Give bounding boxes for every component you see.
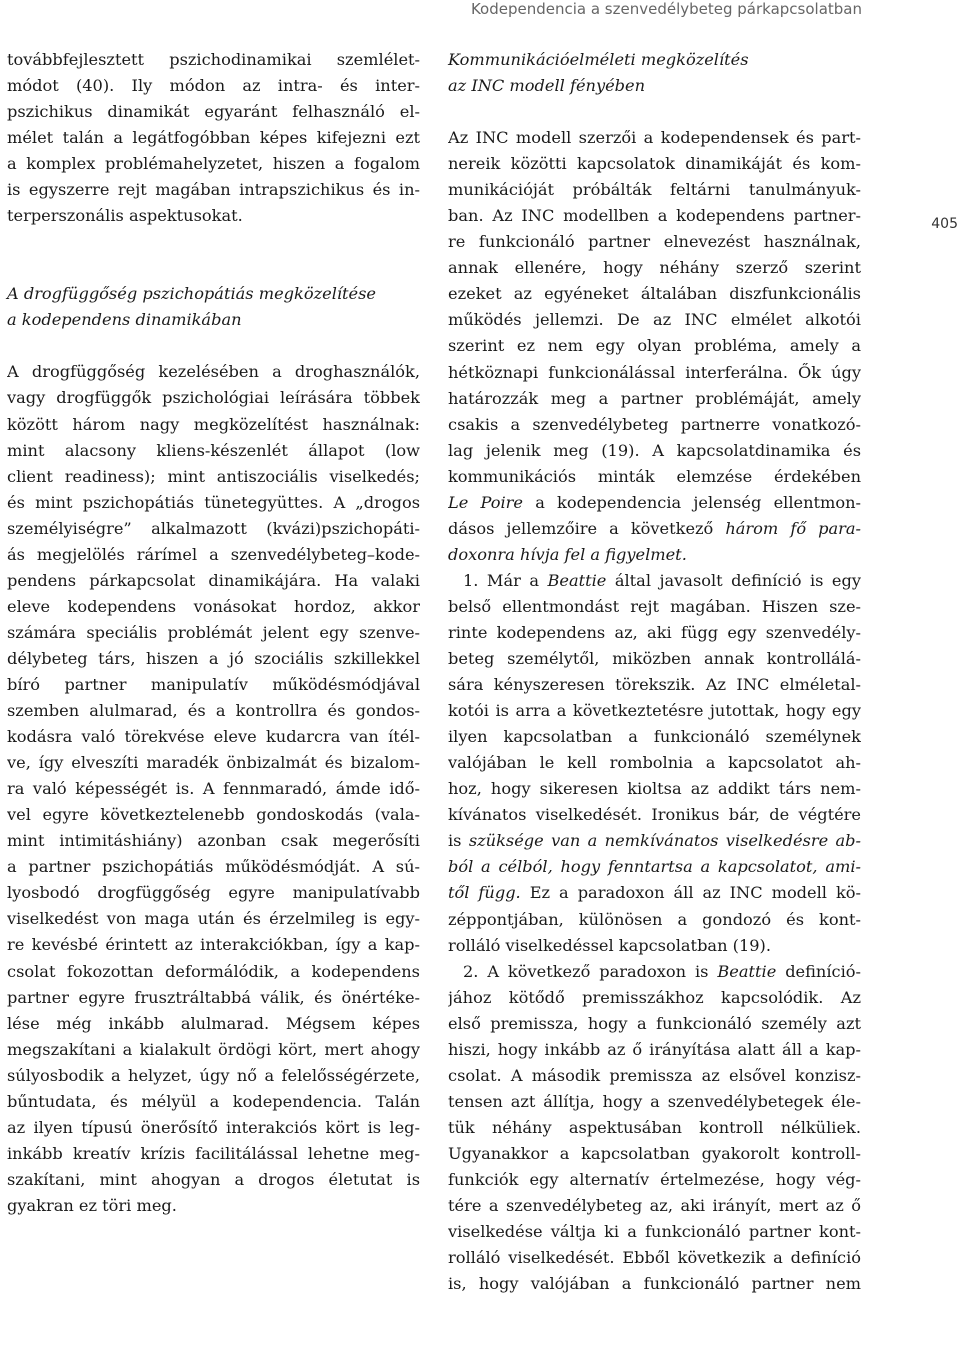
inc-model-paragraph [448, 125, 861, 568]
right-column [448, 47, 861, 1297]
text-line: jához kötődő premisszákhoz kapcsolódik. Az [448, 987, 861, 1007]
section-heading-psychopathy [7, 281, 420, 333]
text-line: működés jellemzi. De az INC elmélet alkotói [448, 310, 861, 330]
running-header: Kodependencia a szenvedélybeteg párkapcsolatban [470, 0, 862, 18]
heading-line: a kodependens dinamikában [7, 310, 242, 330]
text-line: ás megjelölés rárímel a szenvedélybeteg–kode- [7, 544, 420, 564]
text-line: kommunikációs minták elemzése érdekében [448, 466, 861, 486]
text-line: Ugyanakkor a kapcsolatban gyakorolt kontroll- [448, 1143, 861, 1163]
text-span: is [448, 831, 469, 851]
text-line: kotói is arra a következtetésre jutottak, hogy egy [448, 701, 861, 721]
emphasis-span: három fő para- [725, 518, 861, 538]
text-line: bűntudata, és mélyül a kodependencia. Talán [7, 1091, 420, 1111]
text-span: által javasolt definíció is egy [606, 570, 861, 590]
text-line: belső ellentmondást rejt magában. Hiszen sze- [448, 596, 861, 616]
text-line: munikációját próbálták feltárni tanulmányuk- [448, 180, 861, 200]
left-column [7, 47, 420, 1219]
emphasis-span: szüksége van a nemkívánatos viselkedésre ab- [468, 831, 861, 851]
text-line [448, 516, 861, 542]
text-line: rinte kodependens az, aki függ egy szenvedély- [448, 622, 861, 642]
text-line: ezeket az egyéneket általában diszfunkcionális [448, 284, 861, 304]
heading-line: A drogfüggőség pszichopátiás megközelítése [7, 284, 377, 304]
text-line: szerint ez nem egy olyan probléma, amely a [448, 336, 861, 356]
text-line: inkább kreatív krízis facilitálással lehetne meg- [7, 1143, 420, 1163]
text-line: csakis a szenvedélybeteg partnerre vonatkozó- [448, 414, 861, 434]
text-line: bíró partner manipulatív működésmódjával [7, 674, 420, 694]
text-line [448, 880, 861, 906]
text-line: eleve kodependens vonásokat hordoz, akkor [7, 596, 420, 616]
text-line: szemben alulmarad, és a kontrollra és gondos- [7, 701, 420, 721]
emphasis-span: től függ. [448, 883, 521, 903]
text-line: ban. Az INC modellben a kodependens partner- [448, 206, 861, 226]
text-line: módot (40). Ily módon az intra- és inter- [7, 76, 420, 96]
text-line: szakítani, mint ahogyan a drogos életutat is [7, 1169, 420, 1189]
text-line: az ilyen típusú önerősítő interakciós kört is leg- [7, 1117, 420, 1137]
text-line [448, 959, 861, 985]
text-line: terperszonális aspektusokat. [7, 206, 243, 226]
text-line: kodásra való törekvése eleve kudarcra van ítél- [7, 727, 420, 747]
text-line: kívánatos viselkedését. Ironikus bár, de végtére [448, 805, 861, 825]
text-line: határozzák meg a partner problémáját, amely [448, 388, 861, 408]
text-line [448, 490, 861, 516]
text-line: viselkedést von maga után és érzelmileg is egy- [7, 909, 420, 929]
text-line: beteg személytől, miközben annak kontrollálá- [448, 649, 861, 669]
text-line: partner egyre frusztráltabbá válik, és önértéke- [7, 987, 420, 1007]
text-line: is, hogy valójában a funkcionáló partner nem [448, 1274, 861, 1294]
text-line: csolat. A második premissza az elsővel konzisz- [448, 1065, 861, 1085]
text-line: tére a szenvedélybeteg az, aki irányít, mert az ő [448, 1196, 861, 1216]
text-line: re funkcionáló partner elnevezést használnak, [448, 232, 861, 252]
text-line: funkciók egy alternatív értelmezése, hogy vég- [448, 1169, 861, 1189]
author-name: Le Poire [448, 492, 523, 512]
text-line: továbbfejlesztett pszichodinamikai szemlélet- [7, 50, 420, 69]
page-number: 405 [931, 216, 958, 232]
text-span: 2. A következő paradoxon is [463, 961, 718, 981]
text-line: mélet talán a legátfogóbban képes kifejezni ezt [7, 128, 420, 148]
text-line: hétköznapi funkcionálással interferálna. Ők úgy [448, 362, 861, 382]
text-line: csolat fokozottan deformálódik, a kodependens [7, 961, 420, 981]
text-line: délybeteg társ, hiszen a jó szociális szkillekkel [7, 648, 420, 668]
text-line: súlyosbodik a helyzet, úgy nő a felelősségérzete, [7, 1065, 420, 1085]
text-line [448, 542, 861, 568]
text-line: sára kényszeresen törekszik. Az INC elméletal- [448, 675, 861, 695]
text-line: valójában le kell rombolnia a kapcsolatot ah- [448, 753, 861, 773]
heading-line: Kommunikációelméleti megközelítés [448, 50, 749, 69]
text-line: személyiségre” alkalmazott (kvázi)pszichopáti- [7, 518, 420, 538]
text-line: ve, így elveszíti maradék önbizalmát és bizalom- [7, 753, 420, 773]
text-line: ra való képességét is. A fennmaradó, ámde idő- [7, 779, 420, 799]
text-line: hoz, hogy sikeresen kioltsa az addikt társ nem- [448, 779, 861, 799]
text-line: viselkedése váltja ki a funkcionáló partner kont- [448, 1222, 861, 1242]
text-line [448, 568, 861, 594]
text-line: és mint pszichopátiás tünetegyüttes. A „drogos [7, 492, 420, 512]
text-line: client readiness); mint antiszociális viselkedés; [7, 466, 420, 486]
text-line: számára speciális problémát jelent egy szenve- [7, 622, 420, 642]
heading-line: az INC modell fényében [448, 76, 646, 96]
author-name: Beattie [547, 570, 607, 590]
text-line: pendens párkapcsolat dinamikájára. Ha valaki [7, 570, 420, 590]
text-line: mint intimitáshiány) azonban csak megerősíti [7, 831, 420, 851]
text-line: ilyen kapcsolatban a funkcionáló személynek [448, 727, 861, 747]
text-line: hiszi, hogy inkább az ő irányítása alatt áll a kap- [448, 1039, 861, 1059]
text-line: rolláló viselkedését. Ebből következik a definíció [448, 1248, 861, 1268]
text-line: között három nagy megközelítést használnak: [7, 414, 420, 434]
text-line: Az INC modell szerzői a kodependensek és part- [448, 128, 861, 148]
text-span: 1. Már a [463, 570, 548, 590]
text-line: megszakítani a kialakult ördögi kört, mert ahogy [7, 1039, 420, 1059]
text-line: a komplex problémahelyzetet, hiszen a fogalom [7, 154, 420, 174]
text-line: lag jelenik meg (19). A kapcsolatdinamika és [448, 440, 861, 460]
text-line: gyakran ez töri meg. [7, 1195, 177, 1215]
text-line: vagy drogfüggők pszichológiai leírására többek [7, 388, 420, 408]
paradox-item-1 [448, 568, 861, 959]
text-line: mint alacsony kliens-készenlét állapot (low [7, 440, 420, 460]
text-line: annak ellenére, hogy néhány szerző szerint [448, 258, 861, 278]
paradox-item-2 [448, 959, 861, 1298]
emphasis-span: doxonra hívja fel a figyelmet. [448, 544, 687, 564]
text-line: A drogfüggőség kezelésében a droghasználók, [7, 362, 420, 382]
text-line: nereik közötti kapcsolatok dinamikáját és kom- [448, 154, 861, 174]
intro-paragraph [7, 47, 420, 229]
text-span: a kodependencia jelenség ellentmon- [523, 492, 861, 512]
text-line: is egyszerre rejt magában intrapszichikus és in- [7, 180, 420, 200]
text-span: dásos jellemzőire a következő [448, 518, 726, 538]
text-line: tük néhány aspektusában kontroll nélküliek. [448, 1117, 861, 1137]
text-line: zéppontjában, különösen a gondozó és kont- [448, 909, 861, 929]
text-span: Ez a paradoxon áll az INC modell kö- [520, 883, 861, 903]
text-line: lyosbodó drogfüggőség egyre manipulatívabb [7, 883, 420, 903]
author-name: Beattie [717, 961, 777, 981]
text-line: első premissza, hogy a funkcionáló személy azt [448, 1013, 861, 1033]
section-heading-communication [448, 47, 861, 99]
text-line: re kevésbé érintett az interakciókban, így a kap- [7, 935, 420, 955]
text-line [448, 828, 861, 854]
text-line: tensen azt állítja, hogy a szenvedélybetegek éle- [448, 1091, 861, 1111]
text-line: rolláló viselkedéssel kapcsolatban (19). [448, 935, 772, 955]
text-line: lése még inkább alulmarad. Mégsem képes [7, 1013, 420, 1033]
text-line: vel egyre következtelenebb gondoskodás (vala- [7, 805, 420, 825]
emphasis-span: ból a célból, hogy fenntartsa a kapcsolatot, ami- [448, 857, 861, 877]
text-span: definíció- [776, 961, 861, 981]
body-paragraph [7, 359, 420, 1219]
text-line [448, 854, 861, 880]
text-line: a partner pszichopátiás működésmódját. A sú- [7, 857, 420, 877]
text-line: pszichikus dinamikát egyaránt felhasználó el- [7, 102, 420, 122]
